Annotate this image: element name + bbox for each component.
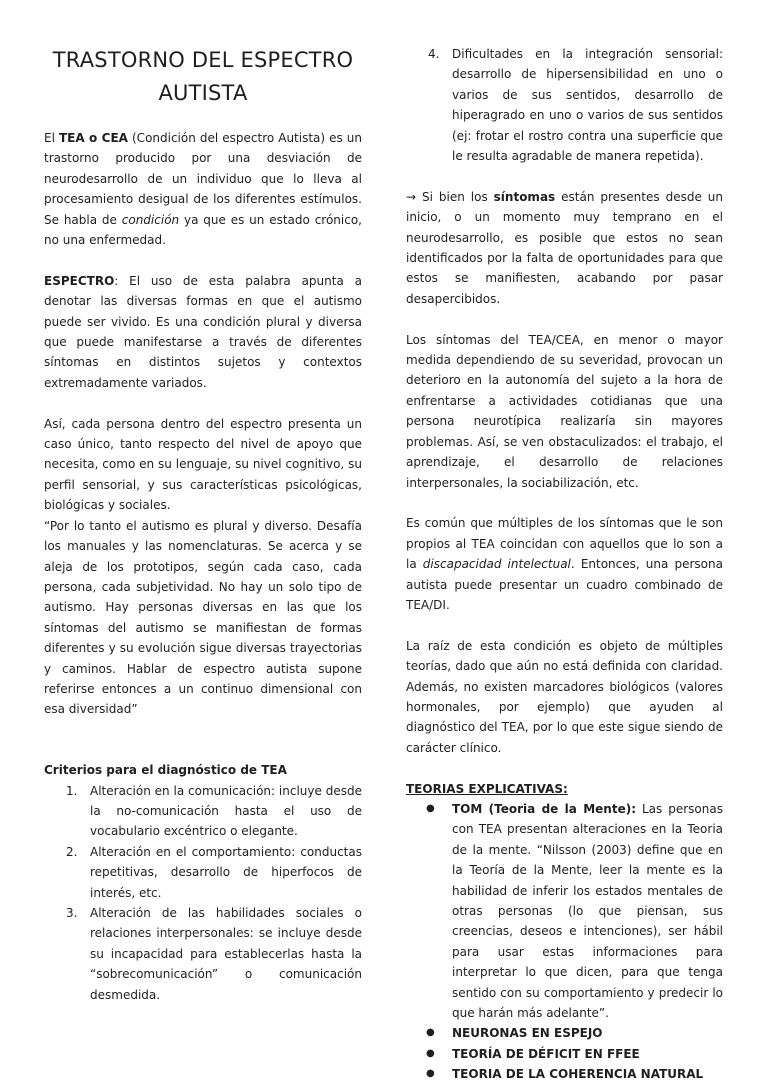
raiz-paragraph: La raíz de esta condición es objeto de múltiples teorías, dado que aún no está definida con claridad. Además, no existen marcadores biológicos (valores hormonales, por ejemplo) que ayuden al diagnóstico del TEA, por lo que este sigue siendo de carácter clínico. (406, 638, 723, 755)
los-sintomas-paragraph: Los síntomas del TEA/CEA, en menor o mayor medida dependiendo de su severidad, provocan un deterioro en la autonomía del sujeto a la hora de enfrentarse a actividades cotidianas que una persona neurotípica realizaría sin mayores problemas. Así, se ven obstaculizados: el trabajo, el aprendizaje, el desarrollo de relaciones interpersonales, la sociabilización, etc. (406, 332, 723, 490)
comun-italic: discapacidad intelectual (422, 557, 571, 572)
criterio-text: Alteración en la comunicación: incluye desde la no-comunicación hasta el uso de vocabulario excéntrico o elegante. (90, 783, 362, 839)
criterio-number: 1. (66, 783, 78, 798)
criterios-list (44, 781, 362, 1005)
right-column (406, 0, 723, 1085)
teoria-item-coherencia (406, 1064, 723, 1084)
sintomas-paragraph (406, 187, 723, 309)
criterio-number: 4. (428, 47, 440, 61)
espectro-paragraph (44, 271, 362, 393)
criterio-number: 3. (66, 905, 78, 920)
bullet-icon: ● (426, 1047, 435, 1059)
left-column (44, 0, 362, 1005)
intro-text-1: El (44, 131, 59, 145)
criterio-text: Alteración en el comportamiento: conductas repetitivas, desarrollo de hiperfocos de interés, etc. (90, 844, 362, 900)
intro-text-3: ya que es un estado crónico, no una enfermedad. (44, 212, 362, 248)
criterio-text: Dificultades en la integración sensorial: desarrollo de hipersensibilidad en uno o varios de sus sentidos, desarrollo de hiperagrado en uno o varios de sus sentidos (ej: frotar el rostro contra una superficie que le resulta agradable de manera repetida). (452, 47, 723, 164)
criterio-number: 2. (66, 844, 78, 859)
intro-tea-bold: TEA o CEA (58, 131, 128, 145)
sintomas-bold: síntomas (493, 189, 556, 204)
criterio-text: Alteración de las habilidades sociales o relaciones interpersonales: se incluye desde su incapacidad para establecerlas hasta la “sobrecomunicación” o comunicación desmedida. (90, 905, 362, 1002)
bullet-icon: ● (426, 802, 435, 814)
intro-paragraph (44, 128, 362, 250)
intro-condicion-italic: condición (121, 212, 180, 227)
teorias-list (406, 799, 723, 1085)
criterio-item-1 (44, 781, 362, 842)
bullet-icon: ● (426, 1068, 435, 1080)
criterios-heading: Criterios para el diagnóstico de TEA (44, 763, 287, 778)
criterio-item-4 (406, 44, 723, 166)
title-line-2: AUTISTA (158, 81, 248, 105)
bullet-icon: ● (426, 1027, 435, 1039)
document-title (44, 44, 362, 110)
espectro-text: : El uso de esta palabra apunta a denotar las diversas formas en que el autismo puede ser vivido. Es una condición plural y diversa que puede manifestarse a través de diferentes síntomas en distintos sujetos y contextos extremadamente variados. (44, 273, 362, 390)
comun-text-2: . Entonces, una persona autista puede presentar un cuadro combinado de TEA/DI. (406, 557, 723, 612)
teoria-item-neuronas (406, 1023, 723, 1043)
teoria-text: NEURONAS EN ESPEJO (452, 1026, 603, 1041)
comun-text-1: Es común que múltiples de los síntomas que le son propios al TEA coincidan con aquellos que lo son a la (406, 516, 723, 572)
title-line-1: TRASTORNO DEL ESPECTRO (52, 48, 354, 72)
sintomas-text-2: están presentes desde un inicio, o un momento muy temprano en el neurodesarrollo, es posible que estos no sean identificados por la falta de oportunidades para que estos se manifiesten, acabando por pasar desapercibidos. (406, 189, 723, 306)
tom-bold: TOM (Teoria de la Mente): (452, 801, 636, 816)
teoria-item-tom (406, 799, 723, 1023)
teoria-text: TEORÍA DE DÉFICIT EN FFEE (452, 1046, 640, 1061)
sintomas-text-1: → Si bien los (406, 189, 494, 204)
comun-paragraph (406, 513, 723, 615)
teorias-heading: TEORIAS EXPLICATIVAS: (406, 781, 568, 796)
teoria-item-ffee (406, 1044, 723, 1064)
teoria-text: TEORIA DE LA COHERENCIA NATURAL (452, 1067, 704, 1082)
criterio-item-3 (44, 903, 362, 1005)
criterio-item-2 (44, 842, 362, 903)
quote-paragraph: “Por lo tanto el autismo es plural y diverso. Desafía los manuales y las nomenclaturas. Se acerca y se aleja de los prototipos, según cada caso, cada persona, cada subjetividad. No hay un solo tipo de autismo. Hay personas diversas en las que los síntomas del autismo se manifiestan de formas diferentes y su evolución sigue diversas trayectorias y caminos. Hablar de espectro autista supone referirse entonces a un continuo dimensional con esa diversidad” (44, 518, 362, 717)
intro-text-2: (Condición del espectro Autista) es un trastorno producido por una desviación de neurodesarrollo de un individuo que lo lleva al procesamiento desigual de los diferentes estímulos. Se habla de (44, 131, 363, 227)
espectro-bold: ESPECTRO (44, 273, 115, 288)
asi-paragraph: Así, cada persona dentro del espectro presenta un caso único, tanto respecto del nivel de apoyo que necesita, como en su lenguaje, su nivel cognitivo, su perfil sensorial, y sus características psicológicas, biológicas y sociales. (44, 416, 362, 513)
tom-text: Las personas con TEA presentan alteraciones en la Teoria de la mente. “Nilsson (2003) define que en la Teoría de la Mente, leer la mente es la habilidad de inferir los estados mentales de otras personas (lo que piensan, sus creencias, deseos e intenciones), ser hábil para usar estas informaciones para interpretar lo que dicen, para que tenga sentido con su comportamiento y predecir lo que harán más adelante”. (452, 801, 723, 1021)
